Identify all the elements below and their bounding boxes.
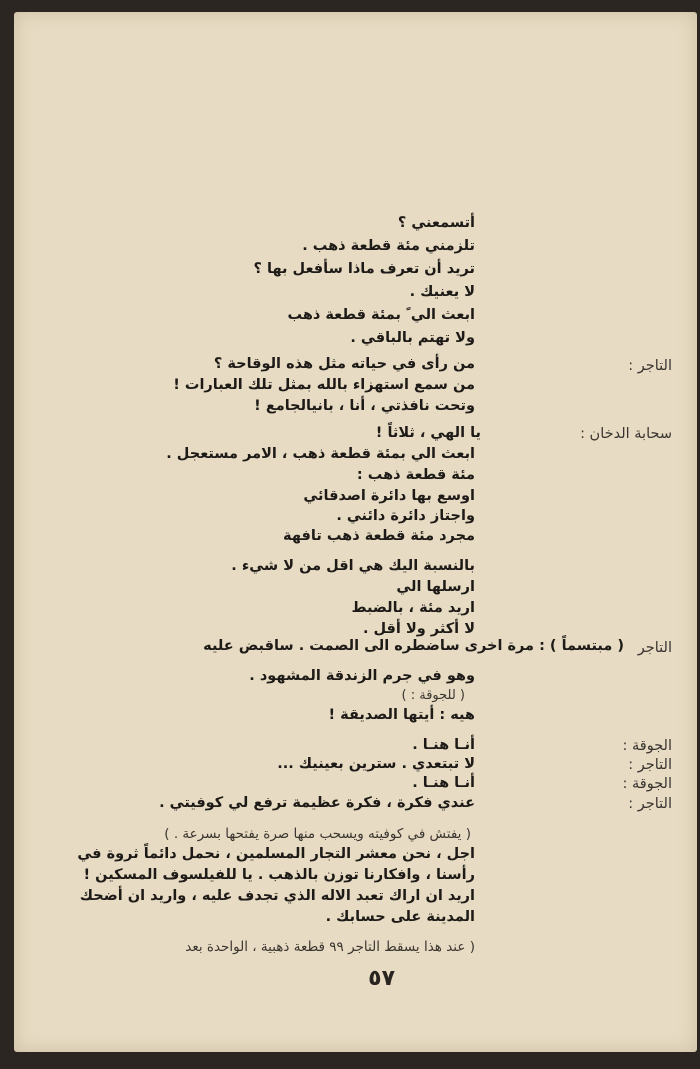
text-line: أنـا هنـا . bbox=[412, 775, 475, 791]
text-line: أنـا هنـا . bbox=[412, 737, 475, 753]
text-line: اريد ان اراك تعبد الاله الذي تجدف عليه ، واريد ان أضحك bbox=[79, 888, 475, 904]
text-line: لا يعنيك . bbox=[409, 284, 475, 300]
text-line: اجل ، نحن معشر التجار المسلمين ، نحمل دائماً ثروة في bbox=[77, 846, 475, 862]
speaker-label-merchant: التاجر : bbox=[628, 757, 672, 773]
page-number: ٥٧ bbox=[368, 966, 395, 991]
text-line: مئة قطعة ذهب : bbox=[356, 467, 475, 483]
text-line: وهو في جرم الزندقة المشهود . bbox=[249, 668, 475, 684]
text-line: يا الهي ، ثلاثاً ! bbox=[375, 425, 481, 441]
text-line: واجتاز دائرة دائني . bbox=[336, 508, 475, 524]
text-line: رأسنا ، وافكارنا توزن بالذهب . يا للفيلسوف المسكين ! bbox=[83, 867, 475, 883]
speaker-label-chorus: الجوقة : bbox=[622, 776, 672, 792]
speaker-label-merchant: التاجر : bbox=[628, 358, 672, 374]
speaker-label-chorus: الجوقة : bbox=[622, 738, 672, 754]
text-line: تريد أن تعرف ماذا سأفعل بها ؟ bbox=[253, 261, 475, 277]
text-line: ابعث الي ً بمئة قطعة ذهب bbox=[287, 307, 475, 323]
text-line: اوسع بها دائرة اصدقائي bbox=[303, 488, 475, 504]
text-line: من سمع استهزاء بالله بمثل تلك العبارات ! bbox=[173, 377, 475, 393]
speaker-label-smoke-cloud: سحابة الدخان : bbox=[580, 426, 672, 442]
stage-direction: ( للجوقة : ) bbox=[401, 688, 465, 703]
text-line: بالنسبة اليك هي اقل من لا شيء . bbox=[231, 558, 475, 574]
speaker-label-merchant: التاجر : bbox=[628, 796, 672, 812]
text-line: من رأى في حياته مثل هذه الوقاحة ؟ bbox=[213, 356, 475, 372]
stage-direction: ( عند هذا يسقط التاجر ٩٩ قطعة ذهبية ، الواحدة بعد bbox=[185, 939, 475, 955]
text-line: المدينة على حسابك . bbox=[325, 909, 475, 925]
text-line: لا أكثر ولا أقل . bbox=[362, 621, 475, 637]
text-line: تلزمني مئة قطعة ذهب . bbox=[302, 238, 475, 254]
text-line: أتسمعني ؟ bbox=[397, 215, 475, 231]
stage-direction: ( يفتش في كوفيته ويسحب منها صرة يفتحها بسرعة . ) bbox=[164, 826, 471, 842]
text-line: وتحت نافذتي ، أنا ، بانيالجامع ! bbox=[254, 398, 475, 414]
text-line: لا تبتعدي . سترين بعينيك ... bbox=[277, 756, 475, 772]
text-line: عندي فكرة ، فكرة عظيمة ترفع لي كوفيتي . bbox=[159, 795, 475, 811]
speaker-label-merchant: التاجر bbox=[637, 640, 672, 656]
text-line: مجرد مئة قطعة ذهب تافهة bbox=[283, 528, 475, 544]
text-line: ( مبتسماً ) : مرة اخرى ساضطره الى الصمت . ساقبض عليه bbox=[203, 638, 624, 654]
text-line: ارسلها الي bbox=[396, 579, 475, 595]
text-line: هيه : أيتها الصديقة ! bbox=[328, 707, 475, 723]
text-line: اريد مئة ، بالضبط bbox=[351, 600, 475, 616]
text-line: ابعث الي بمئة قطعة ذهب ، الامر مستعجل . bbox=[166, 446, 475, 462]
text-line: ولا تهتم بالباقي . bbox=[350, 330, 475, 346]
book-page bbox=[14, 12, 697, 1052]
